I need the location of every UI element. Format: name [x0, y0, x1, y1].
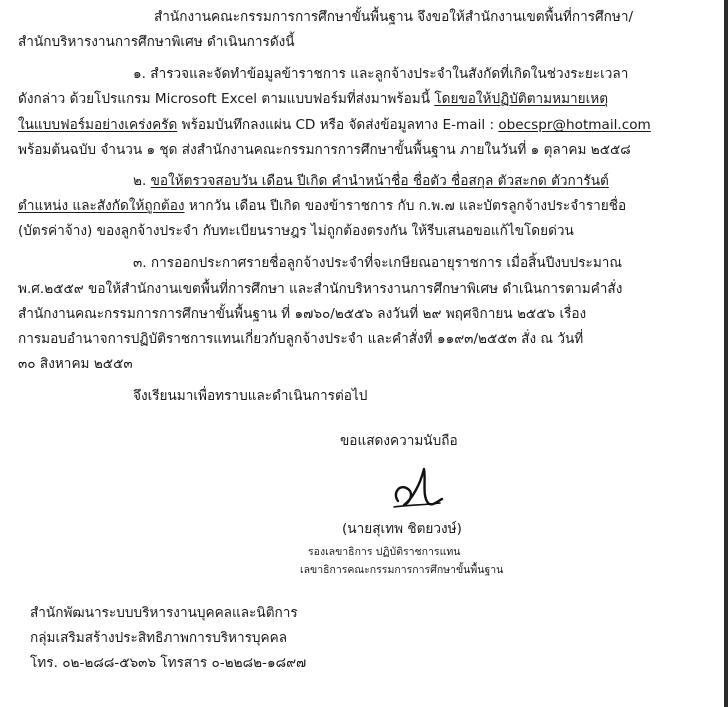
text: หากวัน เดือน ปีเกิด ของข้าราชการ กับ ก.พ.๗ และบัตรลูกจ้างประจำรายชื่อ — [184, 198, 627, 214]
item-2-line-1 — [133, 172, 609, 190]
text: สำนักงานคณะกรรมการการศึกษาขั้นพื้นฐาน จึงขอให้สำนักงานเขตพื้นที่การศึกษา/ — [154, 9, 634, 25]
text: สำนักบริหารงานการศึกษาพิเศษ ดำเนินการดังนี้ — [18, 34, 295, 50]
text: ดังกล่าว ด้วยโปรแกรม Microsoft Excel ตามแบบฟอร์มที่ส่งมาพร้อมนี้ — [18, 91, 435, 107]
text: (นายสุเทพ ชิตยวงษ์) — [342, 521, 462, 537]
item-3-line-3 — [18, 305, 586, 323]
paragraph-intro-line-1 — [154, 8, 633, 26]
item-2-line-3 — [18, 222, 574, 240]
text: โทร. ๐๒-๒๘๘-๕๖๓๖ โทรสาร ๐-๒๒๘๒-๑๘๙๗ — [30, 655, 307, 671]
text: ๓๐ สิงหาคม ๒๕๕๓ — [18, 356, 133, 372]
handwritten-signature — [384, 455, 444, 515]
item-1-line-3 — [18, 116, 651, 134]
underlined-text: ตำแหน่ง และสังกัดให้ถูกต้อง — [18, 198, 185, 214]
item-1-line-1 — [133, 65, 628, 83]
signer-title-1 — [308, 545, 460, 559]
email-link[interactable]: obecspr@hotmail.com — [498, 117, 651, 133]
text: สำนักงานคณะกรรมการการศึกษาขั้นพื้นฐาน ที่ ๑๗๖๐/๒๕๕๖ ลงวันที่ ๒๙ พฤศจิกายน ๒๕๕๖ เรื่อง — [18, 306, 587, 322]
text: ภายในวันที่ ๑ ตุลาคม ๒๕๕๘ — [459, 142, 631, 158]
text: ๑. สำรวจและจัดทำข้อมูลข้าราชการ และลูกจ้างประจำในสังกัดที่เกิดในช่วงระยะเวลา — [133, 66, 629, 82]
item-2-line-2 — [18, 197, 626, 215]
scan-edge-bar — [724, 0, 728, 707]
text: จึงเรียนมาเพื่อทราบและดำเนินการต่อไป — [133, 388, 368, 404]
item-1-line-2 — [18, 90, 608, 108]
footer-group — [30, 629, 287, 647]
text: ๒. — [133, 173, 151, 189]
text: (บัตรค่าจ้าง) ของลูกจ้างประจำ กับทะเบียนราษฎร ไม่ถูกต้องตรงกัน ให้รีบเสนอขอแก้ไขโดยด่วน — [18, 223, 574, 239]
closing-statement — [133, 387, 367, 405]
underlined-text: โดยขอให้ปฏิบัติตามหมายเหตุ — [434, 91, 609, 107]
text: รองเลขาธิการ ปฏิบัติราชการแทน — [308, 546, 461, 558]
text: พร้อมบันทึกลงแผ่น CD หรือ จัดส่งข้อมูลทาง E-mail : — [177, 117, 499, 133]
item-1-line-4 — [18, 141, 631, 159]
item-3-line-2 — [18, 280, 622, 298]
footer-contact — [30, 654, 306, 672]
text: ๓. การออกประกาศรายชื่อลูกจ้างประจำที่จะเกษียณอายุราชการ เมื่อสิ้นปีงบประมาณ — [133, 255, 623, 271]
text: ขอแสดงความนับถือ — [340, 433, 458, 449]
text: สำนักพัฒนาระบบบริหารงานบุคคลและนิติการ — [30, 605, 298, 621]
text: เลขาธิการคณะกรรมการการศึกษาขั้นพื้นฐาน — [300, 564, 504, 576]
salutation — [340, 432, 458, 450]
signer-title-2 — [300, 563, 503, 577]
text: พร้อมต้นฉบับ จำนวน ๑ ชุด ส่งสำนักงานคณะกรรมการการศึกษาขั้นพื้นฐาน — [18, 142, 460, 158]
text: การมอบอำนาจการปฏิบัติราชการแทนเกี่ยวกับลูกจ้างประจำ และคำสั่งที่ ๑๑๙๓/๒๕๕๓ สั่ง ณ วันที่ — [18, 331, 584, 347]
underlined-text: ในแบบฟอร์มอย่างเคร่งครัด — [18, 117, 178, 133]
text: พ.ศ.๒๕๕๙ ขอให้สำนักงานเขตพื้นที่การศึกษา และสำนักบริหารงานการศึกษาพิเศษ ดำเนินการตามคำสั่ง — [18, 281, 623, 297]
underlined-text: ขอให้ตรวจสอบวัน เดือน ปีเกิด คำนำหน้าชื่อ ชื่อตัว ชื่อสกุล ตัวสะกด ตัวการันต์ — [150, 173, 609, 189]
text: กลุ่มเสริมสร้างประสิทธิภาพการบริหารบุคคล — [30, 630, 288, 646]
item-3-line-4 — [18, 330, 583, 348]
item-3-line-1 — [133, 254, 622, 272]
paragraph-intro-line-2 — [18, 33, 295, 51]
footer-office — [30, 604, 298, 622]
item-3-line-5 — [18, 355, 133, 373]
signer-name — [342, 520, 462, 538]
